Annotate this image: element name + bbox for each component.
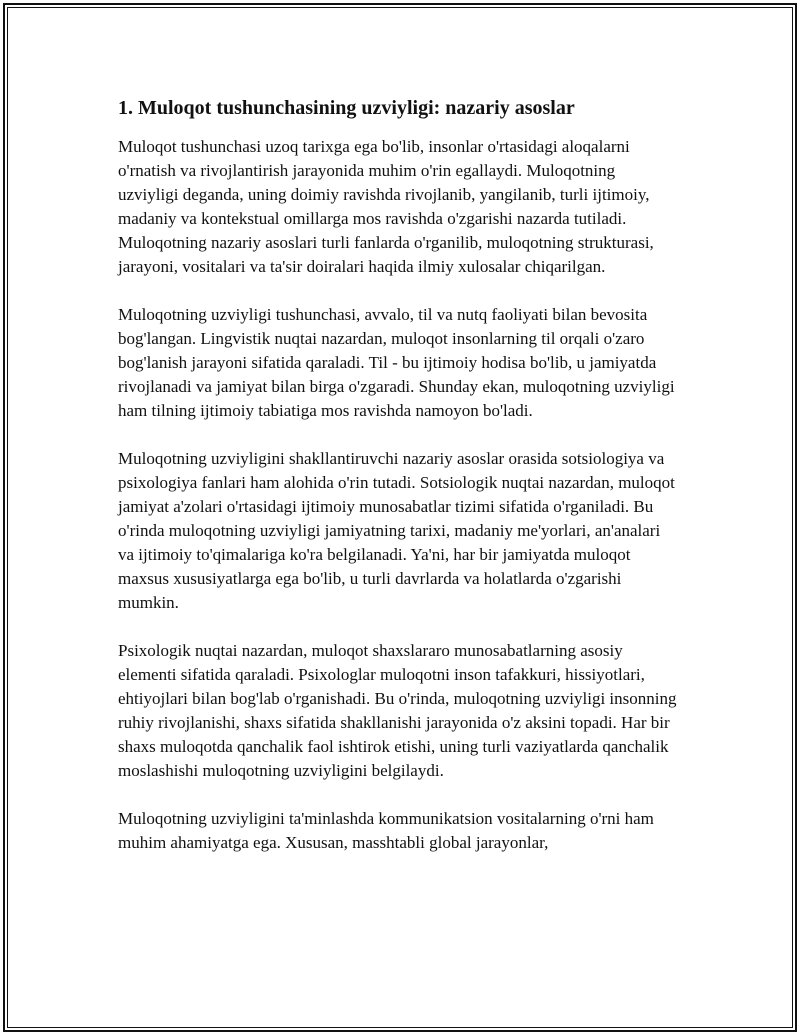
paragraph-2: Muloqotning uzviyligi tushunchasi, avvalo, til va nutq faoliyati bilan bevosita bog'langan. Lingvistik nuqtai nazardan, muloqot insonlarning til orqali o'zaro bog'lanish jarayoni sifatida qaraladi. Til - bu ijtimoiy hodisa bo'lib, u jamiyatda rivojlanadi va jamiyat bilan birga o'zgaradi. Shunday ekan, muloqotning uzviyligi ham tilning ijtimoiy tabiatiga mos ravishda namoyon bo'ladi. [118, 305, 675, 420]
paragraph-3: Muloqotning uzviyligini shakllantiruvchi nazariy asoslar orasida sotsiologiya va psixologiya fanlari ham alohida o'rin tutadi. Sotsiologik nuqtai nazardan, muloqot jamiyat a'zolari o'rtasidagi ijtimoiy munosabatlar tizimi sifatida o'rganiladi. Bu o'rinda muloqotning uzviyligi jamiyatning tarixi, madaniy me'yorlari, an'analari va ijtimoiy to'qimalariga ko'ra belgilanadi. Ya'ni, har bir jamiyatda muloqot maxsus xususiyatlarga ega bo'lib, u turli davrlarda va holatlarda o'zgarishi mumkin. [118, 449, 675, 612]
paragraph-1: Muloqot tushunchasi uzoq tarixga ega bo'lib, insonlar o'rtasidagi aloqalarni o'rnatish va rivojlantirish jarayonida muhim o'rin egallaydi. Muloqotning uzviyligi deganda, uning doimiy ravishda rivojlanib, yangilanib, turli ijtimoiy, madaniy va kontekstual omillarga mos ravishda o'zgarishi nazarda tutiladi. Muloqotning nazariy asoslari turli fanlarda o'rganilib, muloqotning strukturasi, jarayoni, vositalari va ta'sir doiralari haqida ilmiy xulosalar chiqarilgan. [118, 137, 654, 276]
document-body [118, 95, 678, 879]
paragraph-5: Muloqotning uzviyligini ta'minlashda kommunikatsion vositalarning o'rni ham muhim ahamiyatga ega. Xususan, masshtabli global jarayonlar, [118, 809, 654, 852]
section-heading: 1. Muloqot tushunchasining uzviyligi: nazariy asoslar [118, 97, 575, 119]
paragraph-4: Psixologik nuqtai nazardan, muloqot shaxslararo munosabatlarning asosiy elementi sifatida qaraladi. Psixologlar muloqotni inson tafakkuri, hissiyotlari, ehtiyojlari bilan bog'lab o'rganishadi. Bu o'rinda, muloqotning uzviyligi insonning ruhiy rivojlanishi, shaxs sifatida shakllanishi jarayonida o'z aksini topadi. Har bir shaxs muloqotda qanchalik faol ishtirok etishi, uning turli vaziyatlarda qanchalik moslashishi muloqotning uzviyligini belgilaydi. [118, 641, 677, 780]
